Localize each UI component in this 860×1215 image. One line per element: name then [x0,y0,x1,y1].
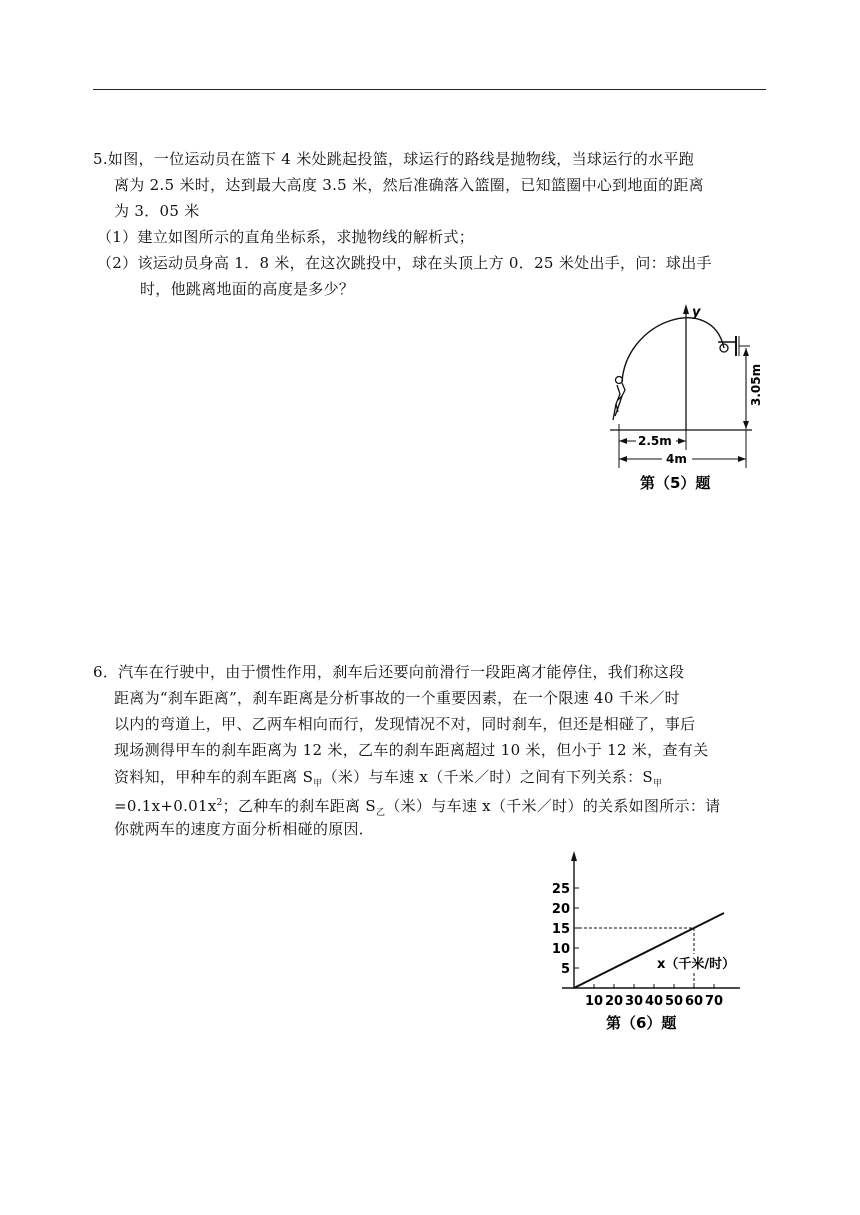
sub-yi: 乙 [376,808,386,818]
height-label: 3.05m [749,363,763,406]
q6-line-5-start: 资料知，甲种车的刹车距离 S [114,768,314,786]
height-arrow-down [743,421,749,429]
braking-distance-chart [540,848,750,1038]
figure-5-caption: 第（5）题 [640,474,711,492]
q6-line-6-end: （米）与车速 x（千米／时）的关系如图所示：请 [385,797,721,815]
dim-4-arrow-right [738,456,746,462]
q6-line-6-mid: ；乙种车的刹车距离 S [222,797,376,815]
dim-2-5-label: 2.5m [638,434,672,448]
y-tick-label-0: 5 [560,962,570,977]
x-tick-label-1: 20 [604,994,624,1009]
x-tick-label-6: 70 [704,994,724,1009]
dim-4-arrow-left [619,456,627,462]
figure-6-caption: 第（6）题 [606,1014,677,1032]
q5-line-1: 5.如图，一位运动员在篮下 4 米处跳起投篮，球运行的路线是抛物线，当球运行的水平跑 [93,150,694,168]
x-tick-label-2: 30 [624,994,644,1009]
series-line-0 [574,913,724,988]
y-tick-label-3: 20 [551,902,570,917]
q5-part-1: （1）建立如图所示的直角坐标系，求抛物线的解析式； [97,228,475,246]
q6-line-5-mid: （米）与车速 x（千米／时）之间有下列关系：S [322,768,653,786]
y-axis-label: y [692,305,701,320]
y-axis-arrow [683,304,689,314]
player-figure [613,377,625,421]
dim-4-label: 4m [666,452,687,466]
height-arrow-up [743,348,749,356]
x-tick-label-3: 40 [644,994,664,1009]
dim-2-5-arrow-right [678,438,686,444]
q6-line-3: 以内的弯道上，甲、乙两车相向而行，发现情况不对，同时刹车，但还是相碰了，事后 [114,715,696,733]
q5-part-2: （2）该运动员身高 1．8 米，在这次跳投中，球在头顶上方 0．25 米处出手，问：球出手 [97,254,712,272]
q5-part-2-cont: 时，他跳离地面的高度是多少？ [140,280,355,298]
x-tick-label-4: 50 [664,994,684,1009]
sub-jia-2: 甲 [652,779,663,789]
ball-trajectory [622,318,724,382]
y-tick-label-4: 25 [551,882,570,897]
q5-line-2: 离为 2.5 米时，达到最大高度 3.5 米，然后准确落入篮圈，已知篮圈中心到地面的距离 [114,176,704,194]
x-tick-label-0: 10 [584,994,604,1009]
y-tick-label-1: 10 [551,942,570,957]
dim-2-5-arrow-left [619,438,627,444]
chart-y-axis-arrow [571,851,577,861]
exponent-2: 2 [216,798,223,808]
x-tick-label-5: 60 [684,994,704,1009]
y-tick-label-2: 15 [551,922,570,937]
q6-line-5 [114,767,662,794]
header-rule [93,89,766,90]
q6-line-1: 6．汽车在行驶中，由于惯性作用，刹车后还要向前滑行一段距离才能停住，我们称这段 [93,663,685,681]
q6-line-4: 现场测得甲车的刹车距离为 12 米，乙车的刹车距离超过 10 米，但小于 12 米，查有关 [114,741,709,759]
q6-line-7: 你就两车的速度方面分析相碰的原因． [114,820,375,838]
sub-jia-1: 甲 [313,779,323,789]
x-axis-label: x（千米/时） [657,957,736,972]
q5-line-3: 为 3．05 米 [114,202,200,220]
q6-formula: =0.1x+0.01x [114,797,217,815]
q6-line-2: 距离为“刹车距离”，刹车距离是分析事故的一个重要因素，在一个限速 40 千米／时 [114,689,680,707]
basketball-figure [600,300,770,500]
